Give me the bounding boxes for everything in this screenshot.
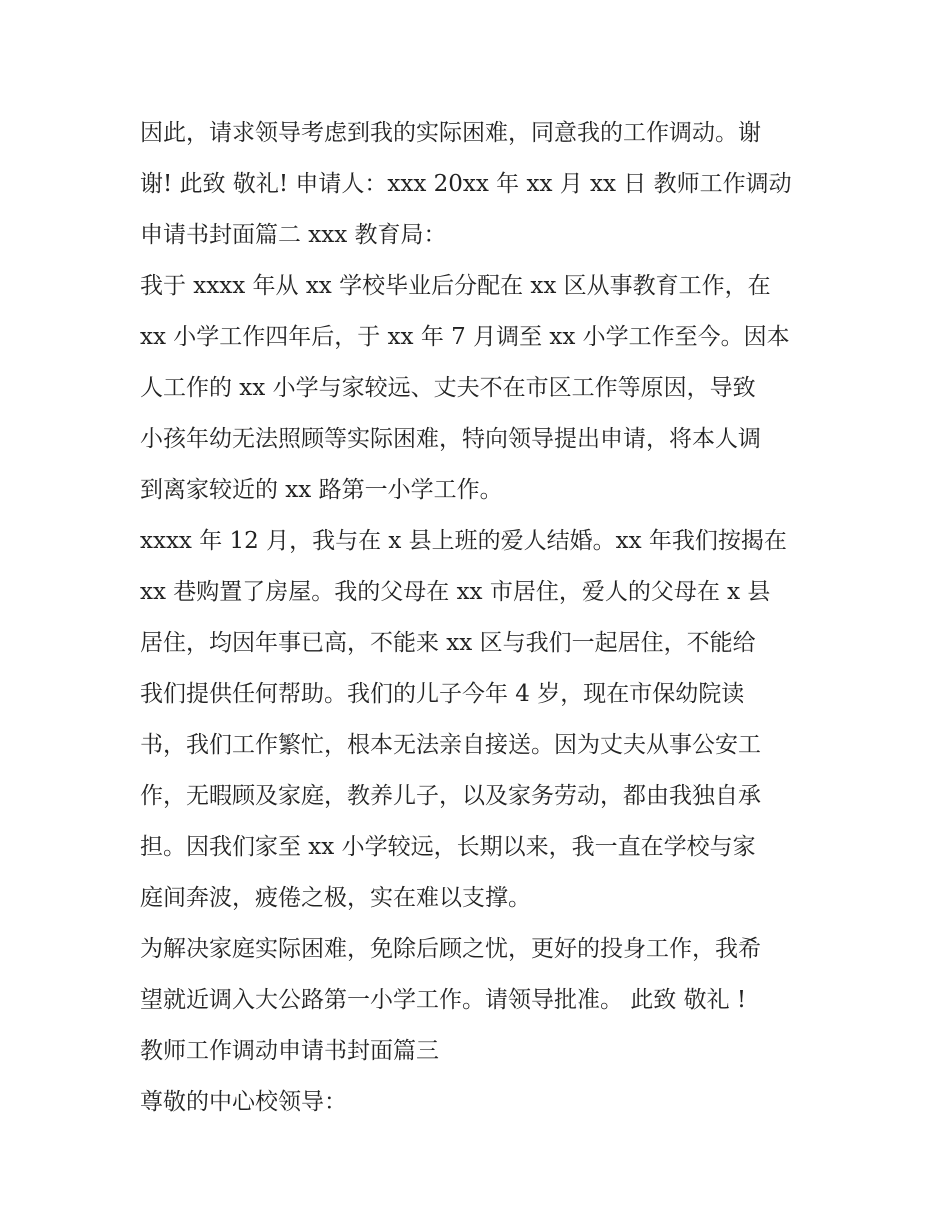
text-line: 谢! 此致 敬礼! 申请人：xxx 20xx 年 xx 月 xx 日 教师工作调动 [140, 171, 792, 197]
text-line: 人工作的 xx 小学与家较远、丈夫不在市区工作等原因，导致 [140, 375, 756, 401]
text-line: 申请书封面篇二 xxx 教育局： [140, 222, 447, 248]
text-line: 为解决家庭实际困难，免除后顾之忧，更好的投身工作，我希 [140, 936, 761, 962]
text-line: 望就近调入大公路第一小学工作。请领导批准。 此致 敬礼 ! [140, 987, 747, 1013]
text-line: 居住，均因年事已高，不能来 xx 区与我们一起居住，不能给 [140, 630, 756, 656]
text-line: 我于 xxxx 年从 xx 学校毕业后分配在 xx 区从事教育工作，在 [140, 273, 771, 299]
text-line: 庭间奔波，疲倦之极，实在难以支撑。 [140, 885, 531, 911]
salutation: 尊敬的中心校领导： [140, 1089, 347, 1115]
text-line: 因此，请求领导考虑到我的实际困难，同意我的工作调动。谢 [140, 120, 761, 146]
text-line: 作，无暇顾及家庭，教养儿子，以及家务劳动，都由我独自承 [140, 783, 761, 809]
text-line: 小孩年幼无法照顾等实际困难，特向领导提出申请，将本人调 [140, 426, 761, 452]
text-line: xxxx 年 12 月，我与在 x 县上班的爱人结婚。xx 年我们按揭在 [140, 528, 787, 554]
text-line: 我们提供任何帮助。我们的儿子今年 4 岁，现在市保幼院读 [140, 681, 745, 707]
text-line: 担。因我们家至 xx 小学较远，长期以来，我一直在学校与家 [140, 834, 756, 860]
text-line: 到离家较近的 xx 路第一小学工作。 [140, 477, 503, 503]
text-line: xx 巷购置了房屋。我的父母在 xx 市居住，爱人的父母在 x 县 [140, 579, 771, 605]
section-heading: 教师工作调动申请书封面篇三 [140, 1038, 439, 1064]
document-body [140, 108, 820, 1128]
text-line: 书，我们工作繁忙，根本无法亲自接送。因为丈夫从事公安工 [140, 732, 761, 758]
text-line: xx 小学工作四年后，于 xx 年 7 月调至 xx 小学工作至今。因本 [140, 324, 790, 350]
